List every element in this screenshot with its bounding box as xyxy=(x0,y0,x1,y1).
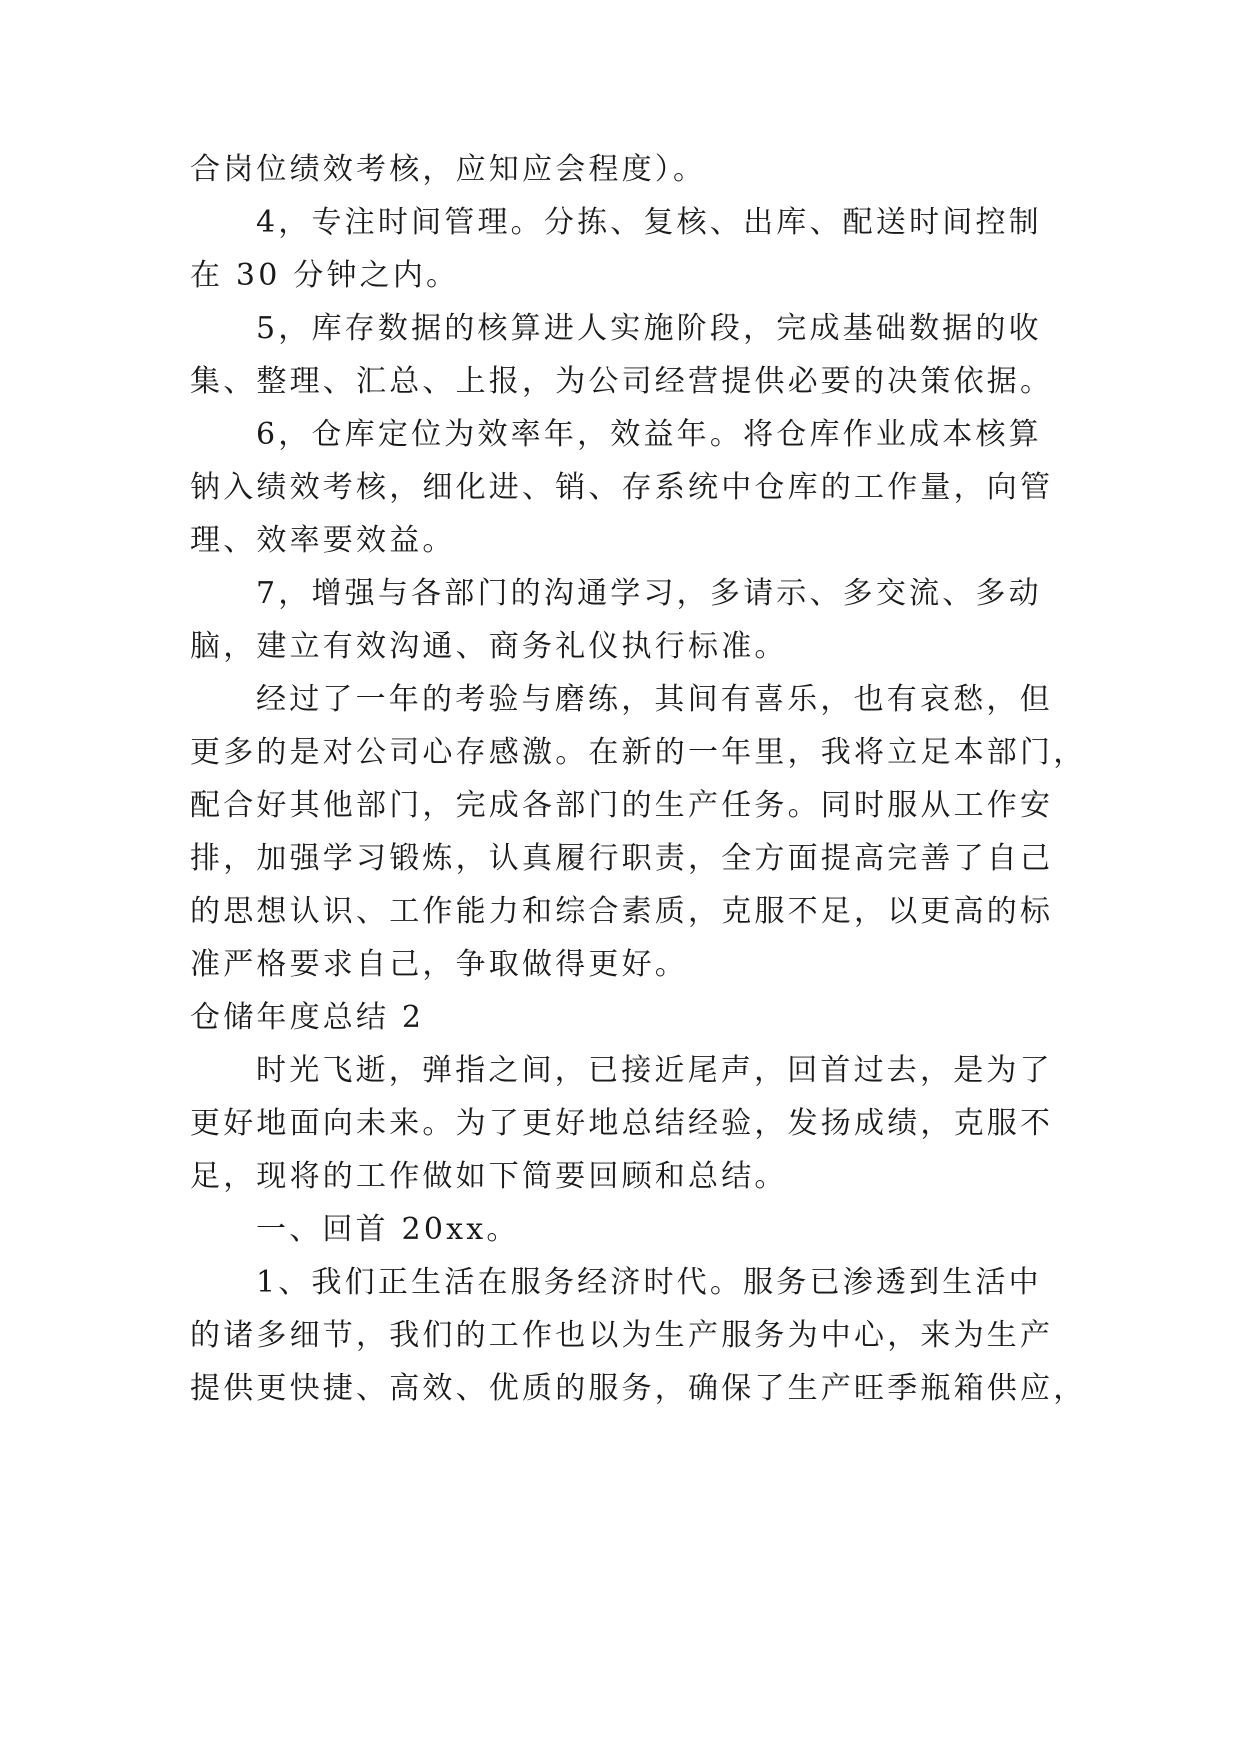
text-line: 的诸多细节，我们的工作也以为生产服务为中心，来为生产 xyxy=(190,1318,1054,1353)
text-line: 提供更快捷、高效、优质的服务，确保了生产旺季瓶箱供应， xyxy=(190,1371,1087,1406)
text-line: 5，库存数据的核算进人实施阶段，完成基础数据的收 xyxy=(256,311,1042,346)
text-line: 理、效率要效益。 xyxy=(190,523,456,558)
text-line: 脑，建立有效沟通、商务礼仪执行标准。 xyxy=(190,629,788,664)
text-line: 在 30 分钟之内。 xyxy=(190,258,460,293)
text-line: 时光飞逝，弹指之间，已接近尾声，回首过去，是为了 xyxy=(256,1053,1053,1088)
text-line: 合岗位绩效考核，应知应会程度）。 xyxy=(190,152,707,187)
text-line: 足，现将的工作做如下简要回顾和总结。 xyxy=(190,1159,788,1194)
section-heading: 仓储年度总结 2 xyxy=(190,1000,425,1035)
text-line: 7，增强与各部门的沟通学习，多请示、多交流、多动 xyxy=(256,576,1042,611)
text-line: 一、回首 20xx。 xyxy=(256,1212,520,1247)
text-line: 集、整理、汇总、上报，为公司经营提供必要的决策依据。 xyxy=(190,364,1054,399)
text-line: 准严格要求自己，争取做得更好。 xyxy=(190,947,688,982)
text-line: 的思想认识、工作能力和综合素质，克服不足，以更高的标 xyxy=(190,894,1054,929)
text-line: 更好地面向未来。为了更好地总结经验，发扬成绩，克服不 xyxy=(190,1106,1054,1141)
text-line: 经过了一年的考验与磨练，其间有喜乐，也有哀愁，但 xyxy=(256,682,1053,717)
text-line: 1、我们正生活在服务经济时代。服务已渗透到生活中 xyxy=(256,1265,1042,1300)
text-line: 4，专注时间管理。分拣、复核、出库、配送时间控制 xyxy=(256,205,1042,240)
text-line: 6，仓库定位为效率年，效益年。将仓库作业成本核算 xyxy=(256,417,1042,452)
text-line: 钠入绩效考核，细化进、销、存系统中仓库的工作量，向管 xyxy=(190,470,1054,505)
text-line: 排，加强学习锻炼，认真履行职责，全方面提高完善了自己 xyxy=(190,841,1054,876)
text-line: 更多的是对公司心存感激。在新的一年里，我将立足本部门， xyxy=(190,735,1087,770)
text-line: 配合好其他部门，完成各部门的生产任务。同时服从工作安 xyxy=(190,788,1054,823)
